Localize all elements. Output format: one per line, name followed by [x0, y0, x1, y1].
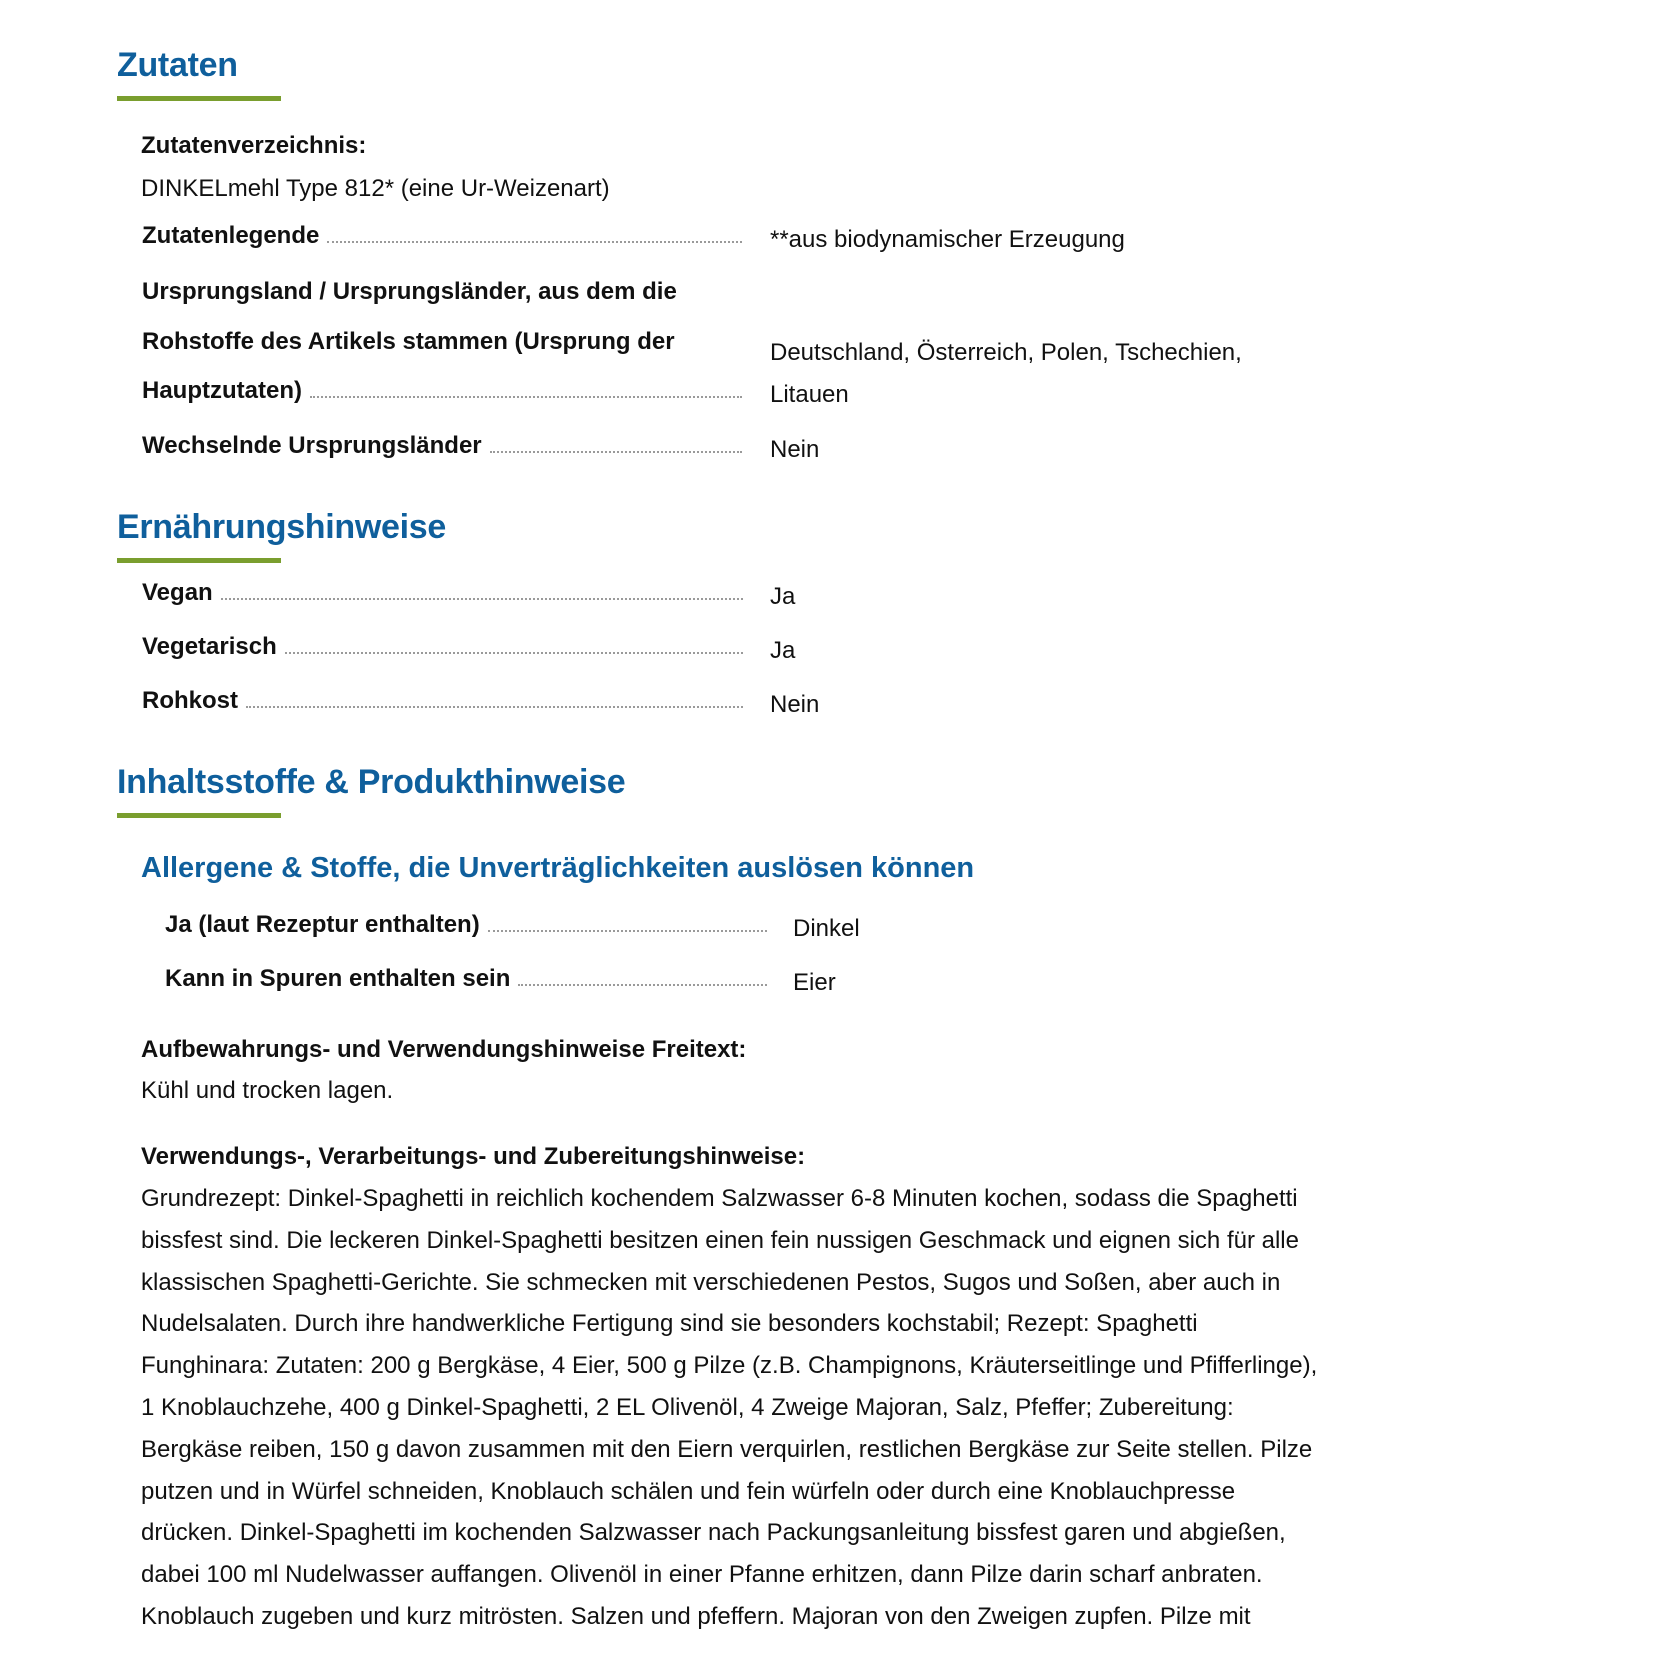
label-zutatenlegende: Zutatenlegende [142, 222, 320, 249]
value-zutatenverzeichnis: DINKELmehl Type 812* (eine Ur-Weizenart) [141, 175, 610, 202]
heading-underline [117, 813, 281, 818]
row-laut-rezeptur-enthalten [165, 911, 767, 939]
label-ursprung-line2: Rohstoffe des Artikels stammen (Ursprung der [142, 328, 675, 355]
label-verwendung: Verwendungs-, Verarbeitungs- und Zubereitungshinweise: [141, 1143, 806, 1170]
value-zutatenlegende: **aus biodynamischer Erzeugung [770, 226, 1125, 253]
paragraph-line: Funghinara: Zutaten: 200 g Bergkäse, 4 Eier, 500 g Pilze (z.B. Champignons, Kräuterseitlinge und Pfifferlinge), [141, 1352, 1318, 1380]
label-wechselnde-ursprungslaender: Wechselnde Ursprungsländer [142, 432, 482, 459]
row-wechselnde-ursprungslaender [142, 432, 742, 460]
paragraph-line: klassischen Spaghetti-Gerichte. Sie schmecken mit verschiedenen Pestos, Sugos und Soßen, aber auch in [141, 1268, 1281, 1296]
dotted-leader [310, 395, 742, 398]
paragraph-line: Bergkäse reiben, 150 g davon zusammen mit den Eiern verquirlen, restlichen Bergkäse zur Seite stellen. Pilze [141, 1435, 1313, 1463]
dotted-leader [488, 929, 767, 932]
paragraph-line: putzen und in Würfel schneiden, Knoblauch schälen und fein würfeln oder durch eine Knoblauchpresse [141, 1477, 1236, 1505]
heading-ernaehrungshinweise: Ernährungshinweise [117, 508, 447, 546]
label-spuren: Kann in Spuren enthalten sein [165, 965, 511, 992]
dotted-leader [518, 983, 767, 986]
verwendung-paragraph [141, 1178, 1381, 1638]
label-vegetarisch: Vegetarisch [142, 633, 277, 660]
paragraph-line: drücken. Dinkel-Spaghetti im kochenden Salzwasser nach Packungsanleitung bissfest garen und abgießen, [141, 1519, 1286, 1547]
label-zutatenverzeichnis: Zutatenverzeichnis: [141, 132, 367, 159]
row-vegetarisch [142, 633, 743, 661]
label-ursprung-line3: Hauptzutaten) [142, 377, 302, 404]
dotted-leader [246, 705, 743, 708]
heading-underline [117, 96, 281, 101]
heading-zutaten: Zutaten [117, 46, 238, 84]
paragraph-line: dabei 100 ml Nudelwasser auffangen. Olivenöl in einer Pfanne erhitzen, dann Pilze darin scharf anbraten. [141, 1561, 1263, 1589]
value-vegan: Ja [770, 583, 796, 610]
value-ursprung-line1: Deutschland, Österreich, Polen, Tschechien, [770, 339, 1242, 366]
value-wechselnde-ursprungslaender: Nein [770, 436, 820, 463]
value-spuren: Eier [793, 969, 836, 996]
dotted-leader [221, 597, 743, 600]
heading-underline [117, 558, 281, 563]
paragraph-line: 1 Knoblauchzehe, 400 g Dinkel-Spaghetti, 2 EL Olivenöl, 4 Zweige Majoran, Salz, Pfeffer; Zubereitung: [141, 1393, 1234, 1421]
dotted-leader [327, 240, 742, 243]
dotted-leader [285, 651, 743, 654]
value-vegetarisch: Ja [770, 637, 796, 664]
label-ursprung-line1: Ursprungsland / Ursprungsländer, aus dem die [142, 278, 677, 305]
subheading-allergene: Allergene & Stoffe, die Unverträglichkeiten auslösen können [141, 852, 975, 884]
value-aufbewahrung: Kühl und trocken lagen. [141, 1077, 394, 1104]
dotted-leader [490, 450, 742, 453]
row-spuren [165, 965, 767, 993]
value-rohkost: Nein [770, 691, 820, 718]
paragraph-line: bissfest sind. Die leckeren Dinkel-Spaghetti besitzen einen fein nussigen Geschmack und eignen sich für alle [141, 1226, 1299, 1254]
heading-inhaltsstoffe: Inhaltsstoffe & Produkthinweise [117, 763, 626, 801]
row-ursprung [142, 377, 742, 405]
row-zutatenlegende [142, 222, 742, 250]
label-aufbewahrung: Aufbewahrungs- und Verwendungshinweise Freitext: [141, 1036, 747, 1063]
label-laut-rezeptur-enthalten: Ja (laut Rezeptur enthalten) [165, 911, 480, 938]
paragraph-line: Knoblauch zugeben und kurz mitrösten. Salzen und pfeffern. Majoran von den Zweigen zupfen. Pilze mit [141, 1602, 1251, 1630]
value-ursprung-line2: Litauen [770, 381, 849, 408]
label-vegan: Vegan [142, 579, 213, 606]
label-rohkost: Rohkost [142, 687, 238, 714]
row-rohkost [142, 687, 743, 715]
value-laut-rezeptur-enthalten: Dinkel [793, 915, 860, 942]
row-vegan [142, 579, 743, 607]
paragraph-line: Nudelsalaten. Durch ihre handwerkliche Fertigung sind sie besonders kochstabil; Rezept: Spaghetti [141, 1310, 1198, 1338]
paragraph-line: Grundrezept: Dinkel-Spaghetti in reichlich kochendem Salzwasser 6-8 Minuten kochen, sodass die Spaghetti [141, 1185, 1298, 1212]
